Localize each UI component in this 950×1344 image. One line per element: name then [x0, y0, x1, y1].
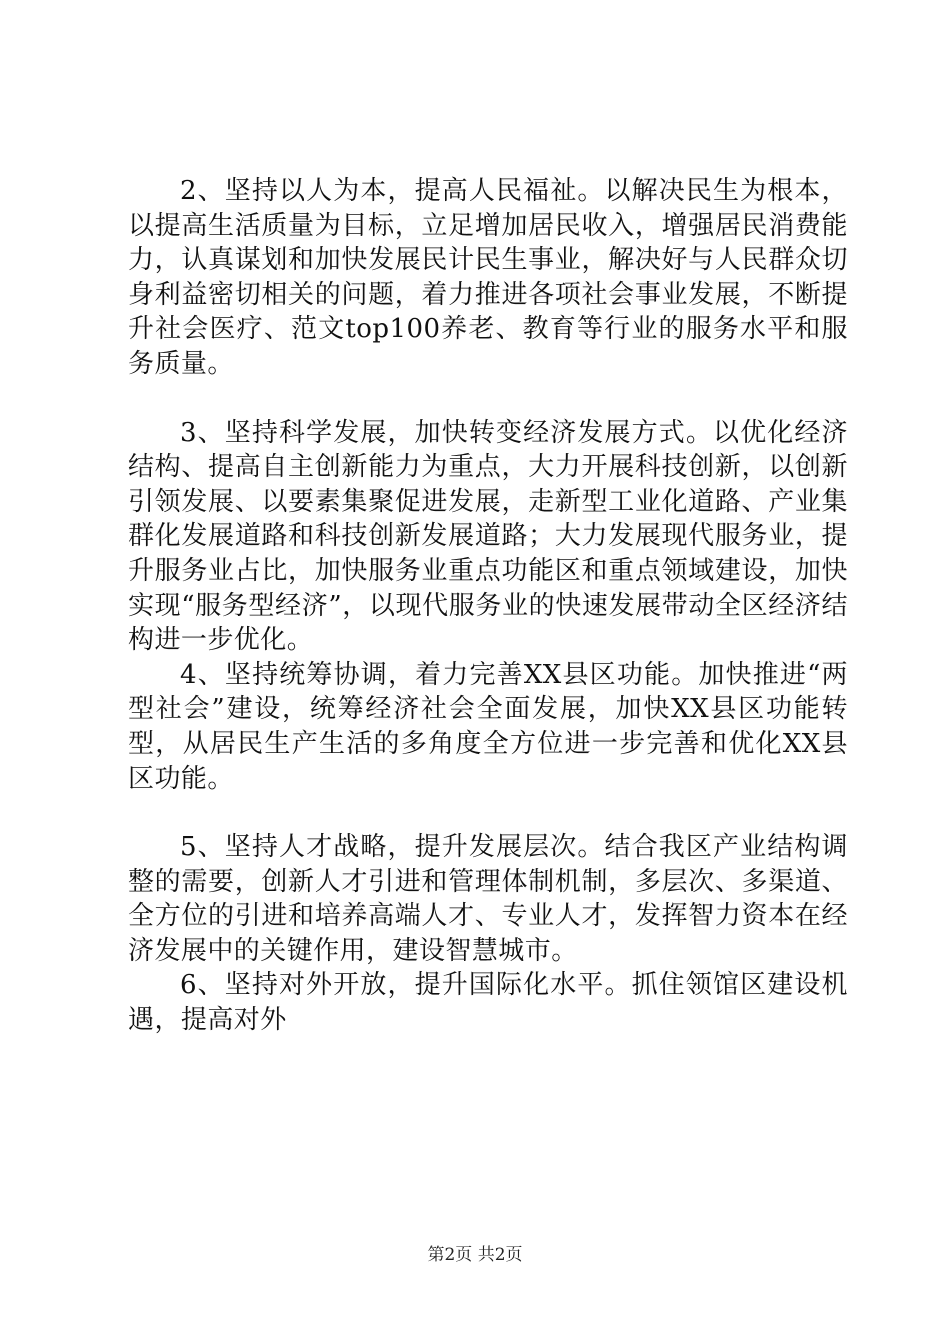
paragraph-2: 2、坚持以人为本，提高人民福祉。以解决民生为根本，以提高生活质量为目标，立足增加居民收入，增强居民消费能力，认真谋划和加快发展民计民生事业，解决好与人民群众切身利益密切相关的问题，着力推进各项社会事业发展，不断提升社会医疗、范文top100养老、教育等行业的服务水平和服务质量。	[128, 176, 848, 379]
document-body	[128, 174, 848, 1038]
paragraph-4: 4、坚持统筹协调，着力完善XX县区功能。加快推进“两型社会”建设，统筹经济社会全面发展，加快XX县区功能转型，从居民生产生活的多角度全方位进一步完善和优化XX县区功能。	[128, 659, 848, 794]
paragraph-6: 6、坚持对外开放，提升国际化水平。抓住领馆区建设机遇，提高对外	[128, 970, 848, 1036]
paragraph-5: 5、坚持人才战略，提升发展层次。结合我区产业结构调整的需要，创新人才引进和管理体制机制，多层次、多渠道、全方位的引进和培养高端人才、专业人才，发挥智力资本在经济发展中的关键作用，建设智慧城市。	[128, 832, 848, 966]
page-number-footer: 第2页 共2页	[427, 1245, 523, 1265]
paragraph-3: 3、坚持科学发展，加快转变经济发展方式。以优化经济结构、提高自主创新能力为重点，大力开展科技创新，以创新引领发展、以要素集聚促进发展，走新型工业化道路、产业集群化发展道路和科技创新发展道路；大力发展现代服务业，提升服务业占比，加快服务业重点功能区和重点领域建设，加快实现“服务型经济”，以现代服务业的快速发展带动全区经济结构进一步优化。	[128, 417, 848, 656]
